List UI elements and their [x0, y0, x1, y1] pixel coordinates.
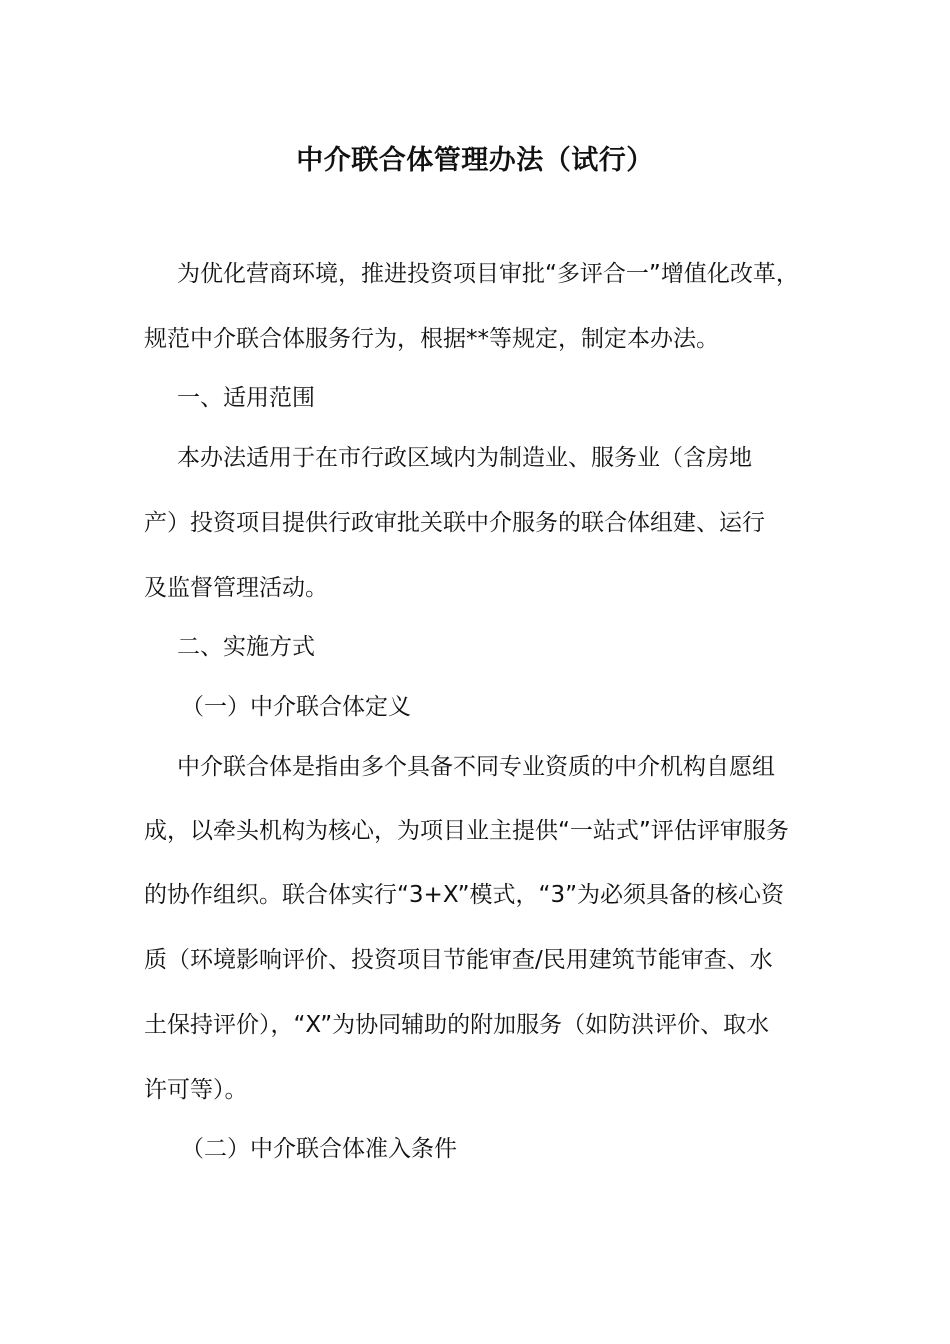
paragraph-line: 产）投资项目提供行政审批关联中介服务的联合体组建、运行: [144, 510, 765, 536]
section-heading: 二、实施方式: [177, 634, 315, 660]
section-heading: 一、适用范围: [177, 385, 315, 411]
subsection-heading: （二）中介联合体准入条件: [181, 1136, 457, 1162]
paragraph-line: 为优化营商环境，推进投资项目审批“多评合一”增值化改革，: [177, 261, 799, 287]
paragraph-line: 本办法适用于在市行政区域内为制造业、服务业（含房地: [177, 445, 752, 471]
paragraph-line: 土保持评价），“X”为协同辅助的附加服务（如防洪评价、取水: [144, 1012, 770, 1038]
paragraph-line: 的协作组织。联合体实行“3+X”模式，“3”为必须具备的核心资: [144, 882, 785, 908]
paragraph-line: 质（环境影响评价、投资项目节能审查/民用建筑节能审查、水: [144, 947, 773, 973]
paragraph-line: 许可等）。: [144, 1077, 248, 1103]
subsection-heading: （一）中介联合体定义: [181, 694, 411, 720]
paragraph-line: 成，以牵头机构为核心，为项目业主提供“一站式”评估评审服务: [144, 818, 789, 844]
paragraph-line: 规范中介联合体服务行为，根据**等规定，制定本办法。: [144, 326, 719, 352]
paragraph-line: 中介联合体是指由多个具备不同专业资质的中介机构自愿组: [177, 754, 775, 780]
document-title: 中介联合体管理办法（试行）: [296, 145, 654, 176]
paragraph-line: 及监督管理活动。: [144, 575, 328, 601]
